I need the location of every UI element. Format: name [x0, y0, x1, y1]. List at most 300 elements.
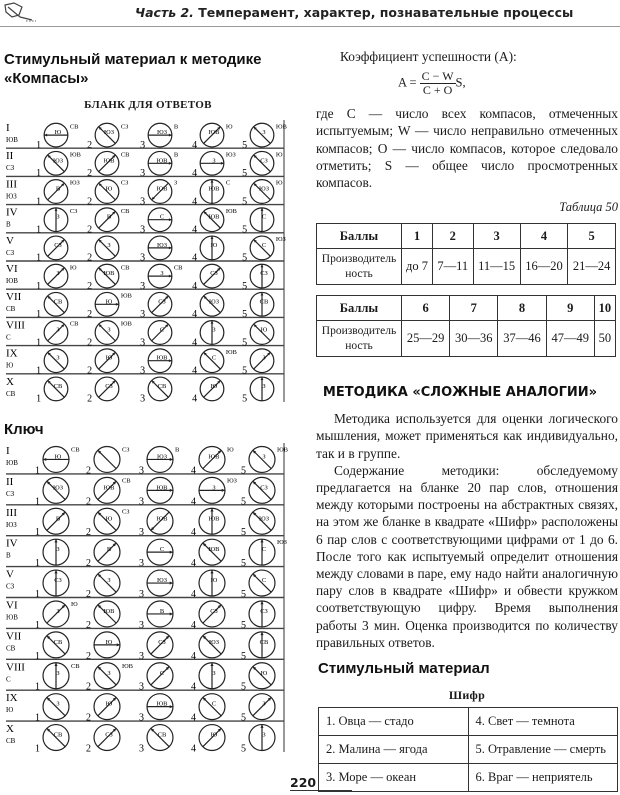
compass-number: 5 [241, 650, 247, 662]
compass-inner-label: СВ [53, 298, 63, 306]
compass-number: 5 [242, 196, 248, 208]
compass-number: 4 [192, 365, 198, 377]
row-direction-label: СЗ [6, 248, 15, 257]
compass-number: 5 [242, 224, 248, 236]
score-header-cell: 1 [402, 224, 433, 249]
compass-number: 3 [140, 168, 146, 180]
compass-inner-label: ЮВ [156, 515, 168, 523]
table-header-row [317, 296, 616, 321]
compass-inner-label: ЮВ [156, 185, 168, 193]
compass-outer-label: ЮЗ [226, 477, 237, 485]
compass-inner-label: ЮВ [208, 546, 220, 554]
compass-number: 3 [140, 393, 146, 404]
compass-inner-label: З [56, 700, 60, 708]
row-direction-label: С [6, 333, 11, 342]
compass-number: 3 [139, 589, 145, 601]
compass-number: 4 [192, 168, 198, 180]
compass-number: 5 [241, 527, 247, 539]
compass-inner-label: ЮВ [208, 129, 220, 137]
compass-number: 3 [139, 650, 145, 662]
row-direction-label: В [6, 220, 11, 229]
performance-cell: 11—15 [473, 249, 520, 285]
compass [242, 349, 274, 377]
compass-number: 5 [241, 712, 247, 724]
score-header-cell: 3 [473, 224, 520, 249]
compass-outer-label: Ю [69, 264, 77, 272]
compass-outer-label: В [173, 123, 179, 131]
compass-inner-label: З [212, 484, 216, 492]
compass-row [6, 445, 289, 476]
cipher-row [319, 764, 618, 792]
cipher-pair: 4. Свет — темнота [468, 708, 618, 736]
row-roman-numeral: VII [6, 630, 22, 643]
compass [242, 236, 286, 264]
compass-inner-label: ЮЗ [53, 157, 63, 165]
score-label-cell: Баллы [317, 224, 402, 249]
compass-number: 2 [86, 465, 92, 477]
compass-inner-label: С [261, 241, 267, 249]
compass-outer-label: Ю [70, 600, 78, 608]
row-roman-numeral: VI [6, 263, 18, 275]
compass-inner-label: З [107, 241, 111, 249]
compass-row [6, 150, 284, 179]
compass-inner-label: Ю [210, 577, 218, 585]
compass-inner-label: Ю [105, 354, 113, 362]
compass-number: 3 [139, 465, 145, 477]
compass-inner-label: Ю [105, 298, 113, 306]
compass [36, 292, 68, 320]
compass-number: 5 [242, 280, 248, 292]
compass [241, 570, 275, 600]
compass [241, 632, 275, 662]
compass-outer-label: ЮВ [275, 123, 287, 131]
compass [86, 663, 134, 693]
compass-number: 5 [241, 465, 247, 477]
compass [241, 446, 289, 476]
compass [192, 208, 237, 236]
compass-row [6, 538, 287, 569]
score-header-cell: 7 [450, 296, 498, 321]
compass-outer-label: ЮВ [225, 207, 237, 215]
compass-row [6, 376, 274, 404]
compass-inner-label: ЮВ [208, 453, 220, 461]
answer-blank-grid [0, 118, 296, 404]
compass [191, 694, 225, 724]
compass [86, 725, 120, 754]
compass [35, 539, 69, 569]
compass-number: 1 [36, 280, 42, 292]
compass-number: 3 [140, 224, 146, 236]
compass-inner-label: ЮВ [103, 484, 115, 492]
compass [191, 725, 225, 754]
compass-outer-label: СЗ [120, 179, 129, 187]
compass-number: 4 [192, 196, 198, 208]
compass-inner-label: СВ [259, 298, 269, 306]
page-number: 220 [290, 775, 352, 791]
compass-number: 1 [35, 589, 41, 601]
compass-number: 4 [191, 619, 197, 631]
compass [242, 123, 287, 151]
compass-outer-label: СВ [70, 446, 80, 454]
compass [191, 477, 237, 507]
compass-inner-label: ЮЗ [157, 241, 167, 249]
row-direction-label: СЗ [6, 582, 15, 591]
compass [86, 570, 120, 600]
compass-number: 3 [140, 139, 146, 151]
compass-inner-label: ЮВ [208, 213, 220, 221]
compass-outer-label: СЗ [121, 508, 130, 516]
compass-number: 2 [87, 252, 93, 264]
performance-cell: 50 [594, 321, 615, 357]
compass [86, 694, 120, 724]
compass [139, 570, 173, 600]
compass-number: 3 [139, 712, 145, 724]
compass [192, 321, 224, 349]
compass-outer-label: ЮЗ [275, 236, 286, 244]
compass-inner-label: Ю [260, 326, 268, 334]
performance-cell: 25—29 [402, 321, 450, 357]
compass-number: 1 [36, 393, 42, 404]
compass [36, 208, 77, 236]
cipher-row [319, 708, 618, 736]
compass-outer-label: ЮВ [69, 151, 81, 159]
compass-inner-label: З [56, 326, 60, 334]
answer-key-grid [0, 441, 296, 754]
compass-number: 4 [191, 589, 197, 601]
compass-number: 3 [140, 196, 146, 208]
compass [191, 601, 225, 631]
row-direction-label: ЮЗ [6, 192, 17, 201]
compass [139, 446, 180, 476]
compass-outer-label: ЮВ [120, 292, 132, 300]
compass-number: 2 [87, 224, 93, 236]
performance-cell: 47—49 [546, 321, 594, 357]
page-header [0, 0, 620, 27]
row-direction-label: Ю [6, 706, 14, 715]
compass-row [6, 319, 284, 348]
compass-number: 5 [241, 743, 247, 754]
compass-number: 3 [140, 280, 146, 292]
row-roman-numeral: VI [6, 599, 18, 612]
row-roman-numeral: III [6, 178, 17, 191]
compass [35, 694, 69, 724]
compass-number: 2 [86, 496, 92, 508]
compass-inner-label: СЗ [54, 577, 62, 585]
compass-number: 1 [35, 650, 41, 662]
formula [398, 70, 618, 97]
compass-inner-label: С [261, 577, 267, 585]
score-header-cell: 6 [402, 296, 450, 321]
compass-row [6, 476, 284, 507]
row-direction-label: СВ [6, 389, 16, 398]
compass-inner-label: Ю [210, 731, 218, 739]
table-caption: Таблица 50 [559, 200, 618, 215]
compass-inner-label: Ю [105, 700, 113, 708]
compass-number: 1 [36, 139, 42, 151]
compass-inner-label: СЗ [260, 157, 268, 165]
compass-number: 3 [139, 619, 145, 631]
compass [87, 180, 128, 208]
compass-inner-label: З [56, 213, 60, 221]
row-roman-numeral: III [6, 506, 17, 519]
compass-inner-label: ЮЗ [53, 484, 63, 492]
compass [36, 123, 79, 151]
row-roman-numeral: VIII [6, 319, 25, 332]
compass-number: 1 [35, 743, 41, 754]
compass-number: 4 [191, 527, 197, 539]
compass [241, 663, 275, 693]
compass [191, 570, 225, 600]
compass-inner-label: ЮЗ [259, 185, 269, 193]
compass-outer-label: Ю [225, 123, 233, 131]
performance-label-cell: Производительность [317, 249, 402, 285]
compass [35, 570, 69, 600]
compass-inner-label: З [107, 577, 111, 585]
compass-row [6, 263, 284, 292]
compass [139, 601, 173, 631]
method-description [316, 410, 618, 651]
compass-number: 4 [192, 139, 198, 151]
compass-number: 4 [191, 496, 197, 508]
performance-cell: 7—11 [433, 249, 473, 285]
row-direction-label: С [6, 675, 11, 684]
compass [241, 508, 275, 538]
performance-label-cell: Производительность [317, 321, 402, 357]
compass [191, 663, 225, 693]
row-roman-numeral: X [6, 375, 14, 388]
compass [87, 236, 119, 264]
paragraph-2 [316, 462, 618, 651]
compass-number: 2 [86, 589, 92, 601]
compass-row [6, 661, 284, 692]
row-roman-numeral: V [6, 234, 14, 247]
compass-inner-label: Ю [105, 515, 113, 523]
cipher-title: Шифр [448, 688, 486, 703]
performance-cell: 16—20 [520, 249, 568, 285]
row-roman-numeral: IX [6, 347, 18, 360]
part-title: Темперамент, характер, познавательные процессы [198, 5, 574, 20]
compass-number: 5 [241, 558, 247, 570]
compass-inner-label: З [212, 669, 216, 677]
cipher-table [318, 707, 618, 792]
compass-number: 3 [139, 681, 145, 693]
compass-inner-label: СВ [53, 731, 63, 739]
compass-number: 2 [86, 712, 92, 724]
compass-number: 5 [242, 309, 248, 321]
compass-number: 4 [191, 681, 197, 693]
compass [86, 446, 130, 476]
cipher-pair: 3. Море — океан [319, 764, 469, 792]
compass-outer-label: Ю [275, 179, 283, 187]
compass [36, 377, 68, 404]
compass-number: 1 [35, 619, 41, 631]
compass-row [6, 348, 284, 377]
compass-number: 3 [139, 743, 145, 754]
formula-tail: S, [455, 75, 466, 90]
compass-inner-label: СВ [259, 638, 269, 646]
compass-inner-label: Ю [105, 638, 113, 646]
compass-number: 1 [35, 465, 41, 477]
formula-fraction [420, 70, 456, 97]
scores-table-2 [316, 295, 616, 357]
compass-inner-label: ЮВ [103, 270, 115, 278]
compass-inner-label: ЮВ [156, 157, 168, 165]
compass [87, 321, 132, 349]
compass-number: 1 [35, 558, 41, 570]
row-roman-numeral: VII [6, 291, 22, 304]
row-roman-numeral: IV [6, 537, 18, 550]
blank-title: БЛАНК ДЛЯ ОТВЕТОВ [84, 99, 212, 111]
compass-number: 1 [36, 365, 42, 377]
compass-inner-label: СЗ [260, 270, 268, 278]
compass [242, 151, 283, 179]
formula-definition: где C — число всех компасов, отмеченных испытуемым; W — число неправильно отмеченных компасов; O — число компасов, которое следовало отметить; S — общее число просмотренных компасов. [316, 106, 618, 191]
part-label: Часть 2. [135, 5, 194, 20]
compass-inner-label: В [106, 546, 112, 554]
compass-inner-label: С [261, 213, 267, 221]
compass-inner-label: З [262, 453, 266, 461]
compass-number: 2 [87, 365, 93, 377]
compass [192, 377, 224, 404]
compass-number: 4 [192, 337, 198, 349]
compass-inner-label: ЮЗ [157, 577, 167, 585]
compass-number: 5 [242, 168, 248, 180]
compass-inner-label: В [106, 213, 112, 221]
compass-inner-label: ЮВ [156, 700, 168, 708]
compass-number: 1 [35, 712, 41, 724]
left-heading: Стимульный материал к методике «Компасы» [4, 51, 262, 87]
cipher-pair: 2. Малина — ягода [319, 736, 469, 764]
compass-number: 4 [192, 309, 198, 321]
compass-inner-label: ЮВ [208, 185, 220, 193]
compass-number: 3 [140, 252, 146, 264]
right-column [316, 48, 618, 792]
compass-number: 5 [241, 496, 247, 508]
row-direction-label: ЮЗ [6, 520, 17, 529]
compass-outer-label: СВ [120, 264, 130, 272]
compass-inner-label: З [212, 326, 216, 334]
compass-outer-label: ЮЗ [276, 539, 287, 547]
compass [191, 446, 234, 476]
compass-number: 3 [139, 496, 145, 508]
compass-outer-label: Ю [275, 151, 283, 159]
compass-inner-label: С [159, 669, 165, 677]
compass-inner-label: ЮВ [208, 515, 220, 523]
compass-inner-label: С [159, 326, 165, 334]
compass-number: 4 [191, 558, 197, 570]
method-heading: МЕТОДИКА «СЛОЖНЫЕ АНАЛОГИИ» [322, 385, 598, 401]
compass-number: 2 [87, 168, 93, 180]
score-header-cell: 2 [433, 224, 473, 249]
compass [140, 151, 179, 179]
compass-outer-label: Ю [226, 446, 234, 454]
compass-inner-label: З [212, 157, 216, 165]
row-direction-label: ЮВ [6, 277, 18, 285]
compass-number: 2 [86, 619, 92, 631]
row-direction-label: ЮВ [6, 136, 18, 144]
compass-inner-label: Ю [54, 453, 62, 461]
table-row [317, 249, 616, 285]
row-direction-label: СЗ [6, 164, 15, 173]
compass-inner-label: З [262, 700, 266, 708]
compass-number: 2 [87, 139, 93, 151]
compass [36, 180, 80, 208]
compass-inner-label: ЮЗ [209, 298, 219, 306]
row-direction-label: Ю [6, 361, 14, 370]
compass [140, 292, 172, 320]
compass-number: 4 [191, 650, 197, 662]
compass-inner-label: ЮЗ [259, 515, 269, 523]
compass [86, 508, 130, 538]
score-header-cell: 5 [568, 224, 616, 249]
compass-inner-label: С [159, 213, 165, 221]
compass-inner-label: З [262, 354, 266, 362]
compass-inner-label: З [56, 669, 60, 677]
compass [87, 123, 128, 151]
compass [87, 151, 130, 179]
coef-title: Коэффициент успешности (А): [340, 49, 517, 64]
compass-inner-label: СЗ [260, 484, 268, 492]
compass [191, 539, 225, 569]
score-header-cell: 4 [520, 224, 568, 249]
compass-number: 2 [86, 558, 92, 570]
compass-number: 1 [35, 496, 41, 508]
compass-outer-label: СВ [70, 662, 80, 670]
score-header-cell: 10 [594, 296, 615, 321]
compass-inner-label: СВ [53, 382, 63, 390]
compass [191, 632, 225, 662]
compass [241, 477, 275, 507]
compass [140, 123, 179, 151]
compass-inner-label: В [55, 185, 61, 193]
quill-logo-icon [2, 1, 42, 25]
row-roman-numeral: IX [6, 692, 18, 705]
compass [87, 208, 130, 236]
compass-inner-label: В [55, 515, 61, 523]
key-heading: Ключ [4, 421, 44, 438]
formula-lhs: A = [398, 75, 417, 90]
compass-inner-label: З [160, 270, 164, 278]
compass-grid-svg [0, 118, 292, 404]
compass [139, 632, 173, 662]
compass-number: 5 [241, 681, 247, 693]
compass-outer-label: ЮЗ [69, 179, 80, 187]
table-header-row [317, 224, 616, 249]
score-label-cell: Баллы [317, 296, 402, 321]
compass-row [6, 207, 284, 236]
cipher-pair: 5. Отравление — смерть [468, 736, 618, 764]
compass-inner-label: СВ [53, 638, 63, 646]
compass-inner-label: СЗ [210, 607, 218, 615]
compass [36, 321, 79, 349]
compass-outer-label: ЮВ [120, 320, 132, 328]
performance-cell: до 7 [402, 249, 433, 285]
compass-number: 2 [87, 337, 93, 349]
compass-row [6, 178, 284, 207]
row-direction-label: СВ [6, 305, 16, 314]
compass [36, 264, 77, 292]
compass-inner-label: СЗ [210, 270, 218, 278]
compass [192, 292, 224, 320]
compass-inner-label: СЗ [105, 731, 113, 739]
compass-row [6, 507, 284, 538]
compass-inner-label: ЮВ [103, 607, 115, 615]
compass [139, 539, 173, 569]
compass-inner-label: ЮВ [156, 484, 168, 492]
score-header-cell: 9 [546, 296, 594, 321]
row-roman-numeral: VIII [6, 661, 25, 674]
compass-number: 5 [241, 619, 247, 631]
